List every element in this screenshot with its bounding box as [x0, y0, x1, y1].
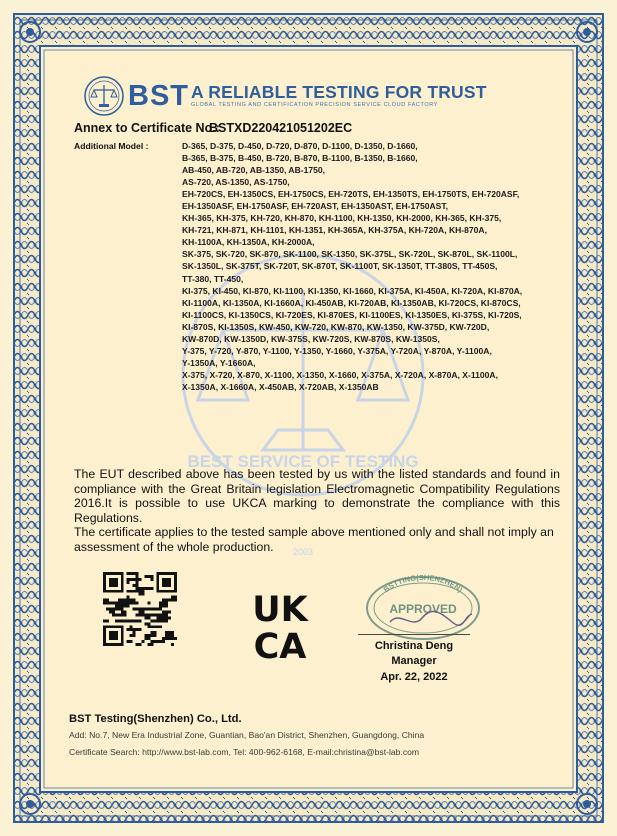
model-line: KI-870S, KI-1350S, KW-450, KW-720, KW-870, KW-1350, KW-375D, KW-720D, — [182, 321, 490, 332]
scope-statement: The certificate applies to the tested sample above mentioned only and shall not imply an assessment of the whole production. — [74, 525, 554, 554]
model-line: X-1350A, X-1660A, X-450AB, X-720AB, X-1350AB — [182, 381, 379, 392]
model-line: EH-1350ASF, EH-1750ASF, EH-720AST, EH-1350AST, EH-1750AST, — [182, 201, 449, 212]
watermark-text: BEST SERVICE OF TESTING — [187, 452, 419, 471]
issue-date: Apr. 22, 2022 — [380, 670, 448, 683]
model-line: B-365, B-375, B-450, B-720, B-870, B-1100, B-1350, B-1660, — [182, 153, 418, 164]
qr-code — [103, 572, 177, 646]
model-line: AS-720, AS-1350, AS-1750, — [182, 177, 290, 188]
brand-subtagline: GLOBAL TESTING AND CERTIFICATION PRECISION SERVICE CLOUD FACTORY — [191, 102, 438, 108]
signatory-block — [334, 639, 494, 685]
signatory-title: Manager — [391, 655, 437, 668]
model-line: KI-375, KI-450, KI-870, KI-1100, KI-1350, KI-1660, KI-375A, KI-450A, KI-720A, KI-870A, — [182, 285, 523, 296]
model-line: EH-720CS, EH-1350CS, EH-1750CS, EH-720TS, EH-1350TS, EH-1750TS, EH-720ASF, — [182, 189, 520, 200]
signatory-name: Christina Deng — [374, 640, 454, 652]
compliance-statement: The EUT described above has been tested by us with the listed standards and found in compliance with the Great Britain legislation Electromagnetic Compatibility Regulations 2016.It is possible to use UKCA marking to demonstrate the compliance with this Regulations. — [74, 467, 560, 526]
model-line: KI-1100A, KI-1350A, KI-1660A, KI-450AB, KI-720AB, KI-1350AB, KI-720CS, KI-870CS, — [182, 297, 521, 308]
signature-line — [358, 634, 470, 635]
model-line: X-375, X-720, X-870, X-1100, X-1350, X-1660, X-375A, X-720A, X-870A, X-1100A, — [182, 369, 498, 380]
company-address: Add: No.7, New Era Industrial Zone, Guantian, Bao'an District, Shenzhen, Guangdong, China — [69, 730, 425, 740]
model-line: D-365, D-375, D-450, D-720, D-870, D-1100, D-1350, D-1660, — [182, 141, 418, 151]
brand-name: BST — [128, 79, 189, 112]
model-line: Y-375, Y-720, Y-870, Y-1100, Y-1350, Y-1660, Y-375A, Y-720A, Y-870A, Y-1100A, — [182, 345, 492, 356]
watermark-year: 2003 — [292, 547, 314, 557]
model-line: KH-1100A, KH-1350A, KH-2000A, — [182, 237, 315, 248]
model-line: KW-870D, KW-1350D, KW-375S, KW-720S, KW-870S, KW-1350S, — [182, 333, 440, 344]
stamp-center-text: APPROVED — [389, 602, 457, 616]
approved-stamp — [360, 572, 486, 642]
annex-heading — [74, 121, 353, 135]
ukca-bottom: CA — [253, 627, 307, 660]
model-line: KH-721, KH-871, KH-1101, KH-1351, KH-365A, KH-375A, KH-720A, KH-870A, — [182, 225, 487, 236]
additional-model-label: Additional Model : — [74, 141, 149, 151]
model-line: SK-1350L, SK-375T, SK-720T, SK-870T, SK-1100T, SK-1350T, TT-380S, TT-450S, — [182, 261, 498, 272]
certificate-number: BSTXD220421051202EC — [209, 121, 353, 135]
ukca-top: UK — [252, 590, 308, 630]
brand-tagline: A RELIABLE TESTING FOR TRUST — [191, 82, 487, 102]
model-line: TT-380, TT-450, — [182, 273, 244, 284]
stamp-ring-text: BSTTING(SHENZHEN) — [381, 572, 465, 595]
company-name: BST Testing(Shenzhen) Co., Ltd. — [69, 713, 242, 725]
certificate-search-info: Certificate Search: http://www.bst-lab.com, Tel: 400-962-6168, E-mail:christina@bst-lab.com — [69, 747, 420, 757]
model-line: AB-450, AB-720, AB-1350, AB-1750, — [182, 165, 325, 176]
brand-header — [83, 75, 487, 117]
model-line: Y-1350A, Y-1660A, — [182, 357, 256, 368]
model-line: KI-1100CS, KI-1350CS, KI-720ES, KI-870ES, KI-1100ES, KI-1350ES, KI-375S, KI-720S, — [182, 309, 522, 320]
ukca-mark — [242, 590, 318, 660]
model-list — [182, 140, 562, 393]
model-line: SK-375, SK-720, SK-870, SK-1100, SK-1350, SK-375L, SK-720L, SK-870L, SK-1100L, — [182, 249, 518, 260]
svg-text:BSTTING(SHENZHEN) — [382, 573, 465, 595]
scale-seal-icon — [83, 75, 125, 117]
model-line: KH-365, KH-375, KH-720, KH-870, KH-1100, KH-1350, KH-2000, KH-365, KH-375, — [182, 213, 502, 224]
footer — [69, 713, 424, 757]
annex-label: Annex to Certificate No.: — [74, 121, 220, 135]
